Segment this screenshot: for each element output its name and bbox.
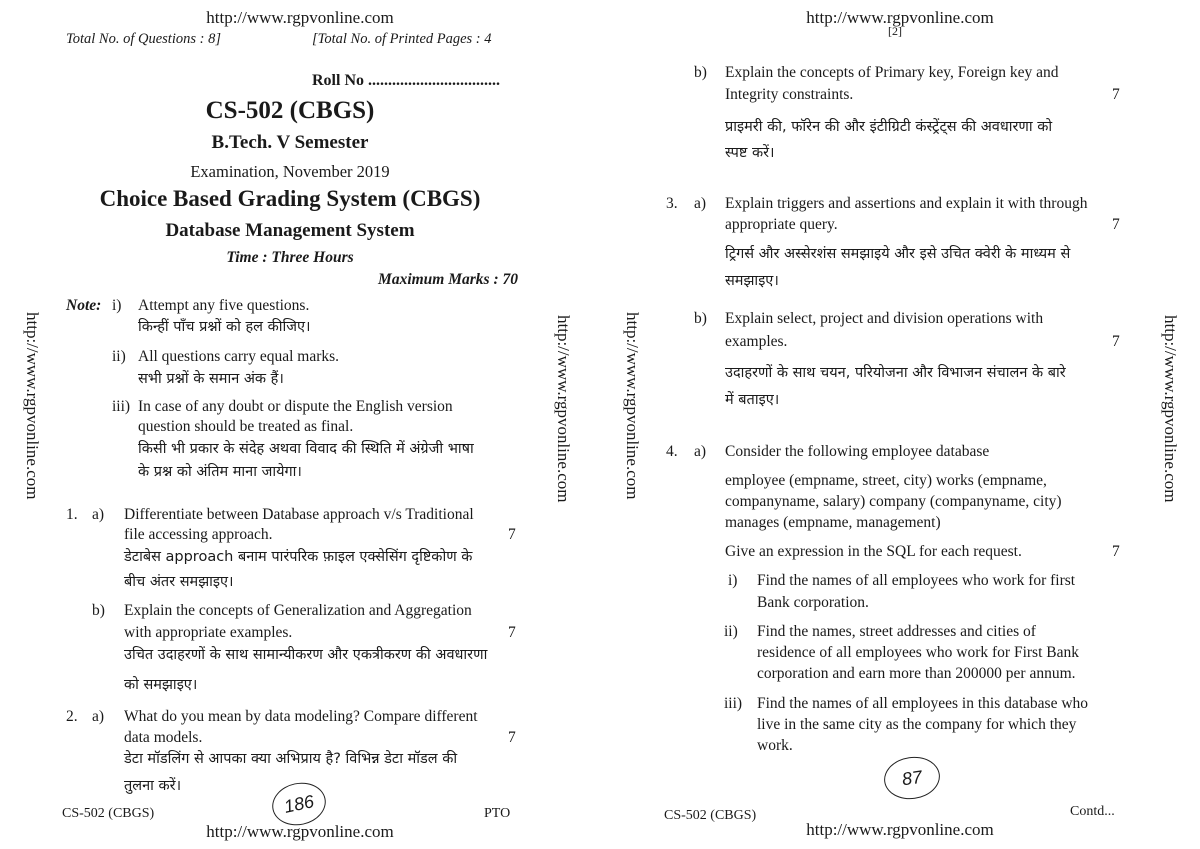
q3-number: 3.: [666, 195, 678, 212]
q3b-en-line2: examples.: [725, 333, 788, 350]
grading-system: Choice Based Grading System (CBGS): [99, 186, 481, 211]
q4a-intro: Consider the following employee database: [725, 443, 990, 460]
q4a-schema-line2: companyname, salary) company (companyname, city): [725, 493, 1062, 510]
q4-number: 4.: [666, 443, 678, 460]
note-1-hi: किन्हीं पाँच प्रश्नों को हल कीजिए।: [138, 319, 311, 335]
side-watermark-url: http://www.rgpvonline.com: [554, 315, 573, 503]
q2b-en-line2: Integrity constraints.: [725, 86, 854, 103]
q3a-en-line2: appropriate query.: [725, 216, 838, 233]
q4a-marks: 7: [1112, 543, 1120, 560]
maximum-marks: Maximum Marks : 70: [378, 271, 518, 288]
q3a-hi-line1: ट्रिगर्स और अस्सेरशंस समझाइये और इसे उचित क्वेरी के माध्यम से: [725, 246, 1071, 262]
footer-url: http://www.rgpvonline.com: [206, 822, 394, 841]
q1a-en-line2: file accessing approach.: [124, 526, 273, 543]
q4a-item-1-line2: Bank corporation.: [757, 594, 869, 611]
q2b-en-line1: Explain the concepts of Primary key, Foreign key and: [725, 64, 1059, 81]
q2b-marks: 7: [1112, 86, 1120, 103]
note-1-num: i): [112, 297, 122, 314]
time-allowed: Time : Three Hours: [226, 249, 354, 266]
footer-course-code: CS-502 (CBGS): [62, 806, 155, 821]
q2a-label: a): [92, 708, 105, 725]
q4a-item-2-num: ii): [724, 623, 738, 640]
page-number: [2]: [888, 24, 902, 38]
q1a-label: a): [92, 506, 105, 523]
header-url: http://www.rgpvonline.com: [806, 8, 994, 27]
note-3-en-line2: question should be treated as final.: [138, 418, 354, 435]
q1a-marks: 7: [508, 526, 516, 543]
q3b-label: b): [694, 310, 707, 327]
q2-number: 2.: [66, 708, 78, 725]
q2b-hi-line2: स्पष्ट करें।: [725, 145, 775, 161]
note-label: Note:: [66, 297, 102, 314]
q2a-en-line2: data models.: [124, 729, 203, 746]
q1b-en-line1: Explain the concepts of Generalization and Aggregation: [124, 602, 472, 619]
footer-url: http://www.rgpvonline.com: [806, 820, 994, 839]
q4a-schema-line1: employee (empname, street, city) works (empname,: [725, 472, 1047, 489]
side-watermark-url: http://www.rgpvonline.com: [1161, 315, 1180, 503]
footer-course-code: CS-502 (CBGS): [664, 808, 757, 823]
program: B.Tech. V Semester: [211, 132, 369, 153]
q1-number: 1.: [66, 506, 78, 523]
total-pages: [Total No. of Printed Pages : 4: [312, 31, 492, 47]
exam-page-2: [600, 0, 1200, 849]
handwritten-page-stamp: 186: [268, 778, 330, 830]
side-watermark-url: http://www.rgpvonline.com: [623, 312, 642, 500]
subject-title: Database Management System: [165, 220, 415, 241]
q2b-label: b): [694, 64, 707, 81]
q2a-en-line1: What do you mean by data modeling? Compare different: [124, 708, 478, 725]
q4a-item-2-line2: residence of all employees who work for First Bank: [757, 644, 1079, 661]
q1b-marks: 7: [508, 624, 516, 641]
note-3-hi-line1: किसी भी प्रकार के संदेह अथवा विवाद की स्थिति में अंग्रेजी भाषा: [138, 441, 474, 457]
roll-no: Roll No .................................: [312, 72, 500, 89]
q3a-hi-line2: समझाइए।: [725, 273, 779, 289]
q2b-hi-line1: प्राइमरी की, फॉरेन की और इंटीग्रिटी कंस्ट्रेंट्स की अवधारणा को: [725, 119, 1053, 135]
q1a-hi-line2: बीच अंतर समझाइए।: [124, 574, 234, 590]
q3a-marks: 7: [1112, 216, 1120, 233]
q1b-hi-line2: को समझाइए।: [124, 677, 198, 693]
footer-contd: Contd...: [1070, 804, 1115, 819]
q2a-hi-line1: डेटा मॉडलिंग से आपका क्या अभिप्राय है? विभिन्न डेटा मॉडल की: [124, 751, 458, 767]
q2a-hi-line2: तुलना करें।: [124, 778, 182, 794]
course-code: CS-502 (CBGS): [205, 97, 375, 124]
q3b-hi-line1: उदाहरणों के साथ चयन, परियोजना और विभाजन संचालन के बारे: [725, 365, 1066, 381]
q1b-en-line2: with appropriate examples.: [124, 624, 293, 641]
q3b-en-line1: Explain select, project and division operations with: [725, 310, 1044, 327]
q1b-label: b): [92, 602, 105, 619]
note-3-en-line1: In case of any doubt or dispute the English version: [138, 398, 453, 415]
note-1-en: Attempt any five questions.: [138, 297, 310, 314]
note-3-num: iii): [112, 398, 131, 415]
q4a-item-2-line1: Find the names, street addresses and cities of: [757, 623, 1036, 640]
q2a-marks: 7: [508, 729, 516, 746]
q4a-item-3-line2: live in the same city as the company for which they: [757, 716, 1077, 733]
q4a-item-2-line3: corporation and earn more than 200000 per annum.: [757, 665, 1076, 682]
note-2-hi: सभी प्रश्नों के समान अंक हैं।: [138, 371, 284, 387]
q1a-en-line1: Differentiate between Database approach v/s Traditional: [124, 506, 474, 523]
q4a-item-1-num: i): [728, 572, 738, 589]
q3a-label: a): [694, 195, 707, 212]
q3a-en-line1: Explain triggers and assertions and explain it with through: [725, 195, 1088, 212]
note-2-num: ii): [112, 348, 126, 365]
footer-pto: PTO: [484, 806, 511, 821]
q4a-item-1-line1: Find the names of all employees who work for first: [757, 572, 1076, 589]
note-2-en: All questions carry equal marks.: [138, 348, 340, 365]
handwritten-page-stamp: 87: [881, 753, 942, 802]
q4a-label: a): [694, 443, 707, 460]
q4a-item-3-line3: work.: [757, 737, 793, 754]
total-questions: Total No. of Questions : 8]: [66, 31, 221, 47]
exam-session: Examination, November 2019: [190, 162, 390, 181]
side-watermark-url: http://www.rgpvonline.com: [23, 312, 42, 500]
q3b-hi-line2: में बताइए।: [725, 392, 780, 408]
q4a-item-3-num: iii): [724, 695, 743, 712]
q1b-hi-line1: उचित उदाहरणों के साथ सामान्यीकरण और एकत्रीकरण की अवधारणा: [124, 647, 488, 663]
q1a-hi-line1: डेटाबेस approach बनाम पारंपरिक फ़ाइल एक्सेसिंग दृष्टिकोण के: [124, 549, 473, 565]
q4a-schema-line3: manages (empname, management): [725, 514, 941, 531]
q3b-marks: 7: [1112, 333, 1120, 350]
q4a-instruction: Give an expression in the SQL for each request.: [725, 543, 1022, 560]
q4a-item-3-line1: Find the names of all employees in this database who: [757, 695, 1089, 712]
note-3-hi-line2: के प्रश्न को अंतिम माना जायेगा।: [138, 464, 302, 480]
header-url: http://www.rgpvonline.com: [206, 8, 394, 27]
